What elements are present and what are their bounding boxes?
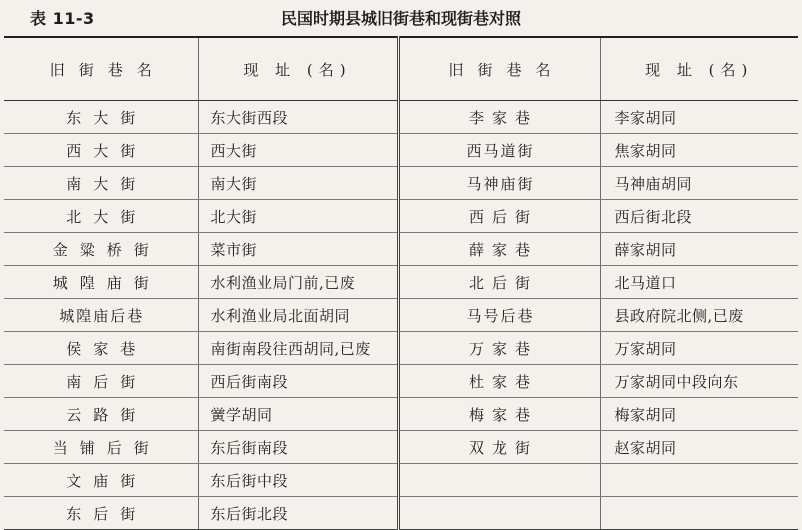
table-body [4, 101, 798, 530]
table-row [4, 101, 798, 134]
old-street-name-right: 西马道街 [398, 134, 600, 167]
current-address-right: 北马道口 [600, 266, 798, 299]
current-address-left: 东后街北段 [198, 497, 398, 530]
old-street-name-left: 南后街 [4, 365, 198, 398]
table-row [4, 200, 798, 233]
street-comparison-table [4, 36, 798, 530]
current-address-left: 菜市街 [198, 233, 398, 266]
table-row [4, 365, 798, 398]
current-address-left: 北大街 [198, 200, 398, 233]
table-row [4, 167, 798, 200]
old-street-name-right [398, 464, 600, 497]
old-street-name-left: 东大街 [4, 101, 198, 134]
header-old-name-left: 旧街巷名 [4, 37, 198, 101]
old-street-name-left: 云路街 [4, 398, 198, 431]
old-street-name-right: 马号后巷 [398, 299, 600, 332]
old-street-name-right: 马神庙街 [398, 167, 600, 200]
current-address-right: 薛家胡同 [600, 233, 798, 266]
current-address-left: 南街南段往西胡同,已废 [198, 332, 398, 365]
table-row [4, 299, 798, 332]
current-address-right: 李家胡同 [600, 101, 798, 134]
current-address-right: 西后街北段 [600, 200, 798, 233]
table-title: 民国时期县城旧街巷和现街巷对照 [280, 9, 521, 28]
current-address-right: 万家胡同中段向东 [600, 365, 798, 398]
old-street-name-left: 东后街 [4, 497, 198, 530]
current-address-left: 水利渔业局门前,已废 [198, 266, 398, 299]
table-header [0, 0, 802, 30]
old-street-name-left: 侯家巷 [4, 332, 198, 365]
old-street-name-right: 万家巷 [398, 332, 600, 365]
current-address-left: 南大街 [198, 167, 398, 200]
table-row [4, 134, 798, 167]
old-street-name-right: 李家巷 [398, 101, 600, 134]
table-row [4, 332, 798, 365]
old-street-name-right: 梅家巷 [398, 398, 600, 431]
table-number: 表 11-3 [30, 9, 95, 28]
header-current-address-right: 现 址 (名) [600, 37, 798, 101]
current-address-right: 万家胡同 [600, 332, 798, 365]
old-street-name-right: 双龙街 [398, 431, 600, 464]
header-old-name-right: 旧街巷名 [398, 37, 600, 101]
old-street-name-right: 杜家巷 [398, 365, 600, 398]
old-street-name-left: 城隍庙街 [4, 266, 198, 299]
current-address-right [600, 497, 798, 530]
current-address-left: 西大街 [198, 134, 398, 167]
old-street-name-right: 西后街 [398, 200, 600, 233]
table-row [4, 398, 798, 431]
table-row [4, 497, 798, 530]
current-address-left: 东后街中段 [198, 464, 398, 497]
current-address-right: 赵家胡同 [600, 431, 798, 464]
current-address-right: 马神庙胡同 [600, 167, 798, 200]
old-street-name-left: 城隍庙后巷 [4, 299, 198, 332]
header-current-address-left: 现 址 (名) [198, 37, 398, 101]
header-row [4, 37, 798, 101]
old-street-name-left: 金粱桥街 [4, 233, 198, 266]
old-street-name-left: 当铺后街 [4, 431, 198, 464]
current-address-left: 东后街南段 [198, 431, 398, 464]
current-address-left: 黉学胡同 [198, 398, 398, 431]
old-street-name-right: 薛家巷 [398, 233, 600, 266]
current-address-right: 县政府院北侧,已废 [600, 299, 798, 332]
old-street-name-left: 北大街 [4, 200, 198, 233]
table-row [4, 431, 798, 464]
current-address-right [600, 464, 798, 497]
current-address-left: 东大街西段 [198, 101, 398, 134]
current-address-right: 焦家胡同 [600, 134, 798, 167]
table-row [4, 464, 798, 497]
old-street-name-left: 南大街 [4, 167, 198, 200]
old-street-name-left: 文庙街 [4, 464, 198, 497]
old-street-name-left: 西大街 [4, 134, 198, 167]
old-street-name-right: 北后街 [398, 266, 600, 299]
current-address-left: 水利渔业局北面胡同 [198, 299, 398, 332]
old-street-name-right [398, 497, 600, 530]
table-row [4, 233, 798, 266]
current-address-right: 梅家胡同 [600, 398, 798, 431]
current-address-left: 西后街南段 [198, 365, 398, 398]
table-row [4, 266, 798, 299]
